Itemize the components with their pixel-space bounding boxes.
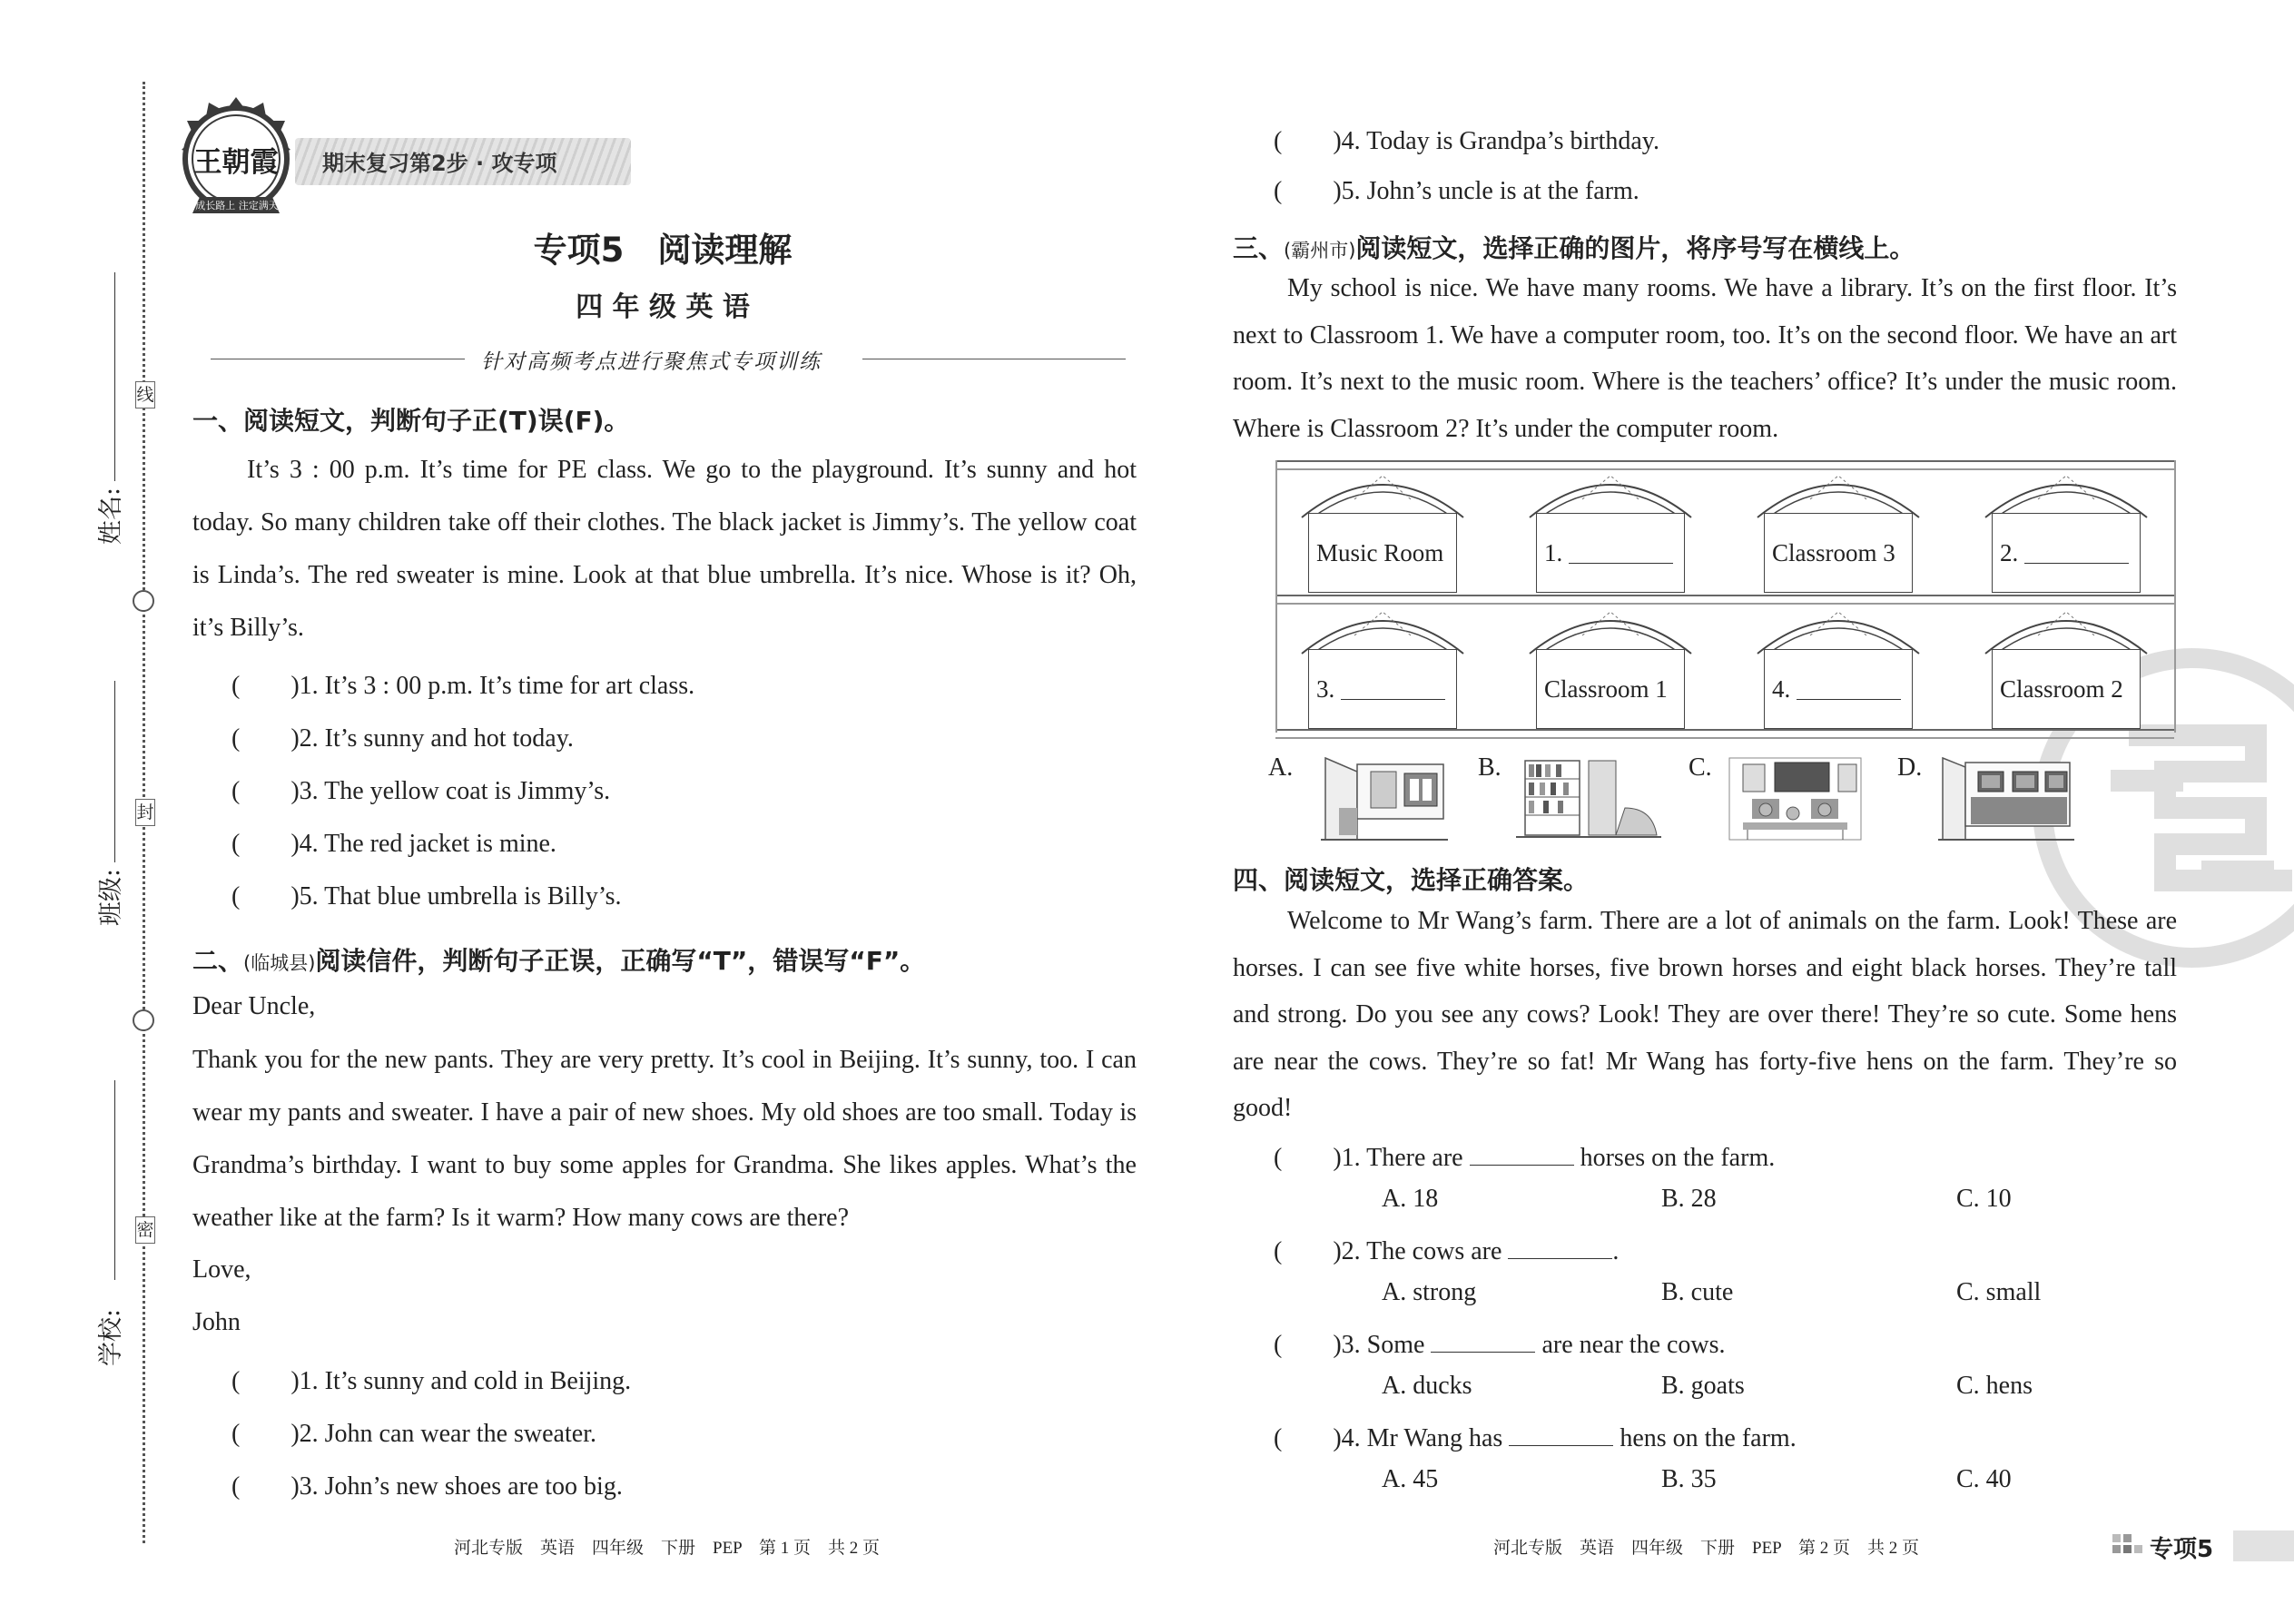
wall-left (1275, 460, 1277, 733)
answer-blank-3[interactable] (1341, 679, 1445, 700)
class-underline (114, 681, 115, 862)
footer-tab-bar (2233, 1530, 2294, 1561)
room-blank-3-label: 3. (1316, 674, 1335, 703)
brand-logo (180, 95, 293, 222)
s4-question-4 (1274, 1418, 1797, 1454)
s1-item-1: ( )1. It’s 3 : 00 p.m. It’s time for art class. (231, 672, 695, 700)
section2-source: (临城县) (243, 952, 316, 974)
tagline: 针对高频考点进行聚焦式专项训练 (481, 350, 822, 373)
s4-q3-stem: ( )3. Some (1274, 1331, 1425, 1359)
s1-item-3: ( )3. The yellow coat is Jimmy’s. (231, 777, 611, 805)
section1-passage: It’s 3 : 00 p.m. It’s time for PE class. We go to the playground. It’s sunny and hot today. So many children take off their clothes. The black jacket is Jimmy’s. The yellow coat is Linda’s. The red sweater is mine. Look at that blue umbrella. It’s nice. Whose is it? Oh, it’s Billy’s. (192, 456, 1137, 642)
s4-q4-stem-end: hens on the farm. (1620, 1424, 1797, 1452)
binding-hole-icon (133, 590, 154, 612)
s4-q1-stem-end: horses on the farm. (1580, 1144, 1776, 1172)
section2-heading-prefix: 二、 (192, 946, 244, 976)
section4-heading: 四、阅读短文，选择正确答案。 (1233, 865, 1590, 895)
s4-q3-blank[interactable] (1431, 1332, 1535, 1353)
answer-blank-4[interactable] (1797, 679, 1901, 700)
section3-passage: My school is nice. We have many rooms. We have a library. It’s on the first floor. It’s next to Classroom 1. We have a computer room, too. It’s on the second floor. We have an art room. It’s next to the music room. Where is the teachers’ office? It’s under the music room. Where is Classroom 2? It’s under the computer room. (1233, 274, 2177, 443)
s1-item-5: ( )5. That blue umbrella is Billy’s. (231, 882, 622, 910)
room-blank-2-label: 2. (2000, 538, 2019, 566)
wall-right (2174, 460, 2176, 733)
s4-q1-option-a[interactable]: A. 18 (1382, 1185, 1439, 1213)
s2-item-5: ( )5. John’s uncle is at the farm. (1274, 177, 1639, 205)
letter-greeting: Dear Uncle, (192, 992, 316, 1020)
s4-q1-stem: ( )1. There are (1274, 1144, 1463, 1172)
section4-passage: Welcome to Mr Wang’s farm. There are a lot of animals on the farm. Look! These are horses. I can see five white horses, five brown horses and eight black horses. They’re tall and strong. Do you see any cows? Look! They are over there! They’re so cute. Some hens are near the cows. They’re so fat! Mr Wang has forty-five hens on the farm. They’re so good! (1233, 907, 2177, 1122)
letter-body: Thank you for the new pants. They are very pretty. It’s cool in Beijing. It’s sunny, too. I can wear my pants and sweater. I have a pair of new shoes. My old shoes are too small. Today is Grandma’s birthday. I want to buy some apples for Grandma. She likes apples. What’s the weather like at the farm? Is it warm? How many cows are there? (192, 1046, 1137, 1232)
s4-question-3 (1274, 1324, 1726, 1361)
picture-label-d: D. (1897, 753, 1923, 782)
section3-heading (1233, 229, 1915, 265)
name-label: 姓名: (97, 487, 125, 545)
room-blank-2 (1992, 513, 2141, 593)
s4-q2-blank[interactable] (1508, 1238, 1612, 1259)
s4-q2-stem-end: . (1612, 1237, 1620, 1265)
room-classroom-3: Classroom 3 (1764, 513, 1913, 593)
s4-q3-stem-end: are near the cows. (1541, 1331, 1726, 1359)
footer-tab: 专项5 (2150, 1536, 2214, 1563)
s1-item-4: ( )4. The red jacket is mine. (231, 830, 556, 858)
footer-right: 河北专版 英语 四年级 下册 PEP 第 2 页 共 2 页 (1493, 1539, 1920, 1558)
s4-q2-option-b[interactable]: B. cute (1661, 1278, 1734, 1306)
s4-q3-option-a[interactable]: A. ducks (1382, 1372, 1472, 1400)
header-banner-text: 期末复习第2步 · 攻专项 (322, 151, 557, 176)
s1-item-2: ( )2. It’s sunny and hot today. (231, 724, 574, 753)
room-classroom-1: Classroom 1 (1536, 649, 1685, 729)
s4-q1-option-c[interactable]: C. 10 (1956, 1185, 2012, 1213)
footer-tab-squares-icon (2111, 1532, 2147, 1560)
room-classroom-2: Classroom 2 (1992, 649, 2141, 729)
picture-label-c: C. (1689, 753, 1712, 782)
page-subtitle: 四 年 级 英 语 (576, 291, 750, 323)
s4-q1-blank[interactable] (1470, 1145, 1574, 1166)
class-label: 班级: (97, 868, 125, 926)
s4-q4-option-a[interactable]: A. 45 (1382, 1465, 1439, 1493)
s4-q2-option-c[interactable]: C. small (1956, 1278, 2042, 1306)
s4-q4-blank[interactable] (1509, 1425, 1613, 1446)
s2-item-3: ( )3. John’s new shoes are too big. (231, 1472, 623, 1501)
s2-item-4: ( )4. Today is Grandpa’s birthday. (1274, 127, 1659, 155)
section2-heading (192, 941, 925, 978)
section3-source: (霸州市) (1284, 240, 1356, 261)
section2-heading-text: 阅读信件，判断句子正误，正确写“T”，错误写“F”。 (315, 946, 926, 976)
binding-hole-icon (133, 1009, 154, 1031)
picture-label-a: A. (1268, 753, 1294, 782)
answer-blank-1[interactable] (1569, 543, 1673, 564)
name-underline (114, 272, 115, 481)
s4-q1-option-b[interactable]: B. 28 (1661, 1185, 1717, 1213)
s4-q2-stem: ( )2. The cows are (1274, 1237, 1502, 1265)
logo-ribbon: 成长路上 注定满天 (195, 200, 279, 212)
binding-margin (0, 0, 182, 1624)
picture-label-b: B. (1478, 753, 1501, 782)
letter-closing: Love, (192, 1255, 251, 1284)
picture-d-computer-room[interactable] (1938, 753, 2074, 844)
page-title: 专项5 阅读理解 (533, 231, 793, 270)
answer-blank-2[interactable] (2024, 543, 2129, 564)
room-blank-3 (1308, 649, 1457, 729)
seal-char-feng: 封 (135, 799, 155, 826)
school-underline (114, 1080, 115, 1280)
room-blank-4 (1764, 649, 1913, 729)
seal-char-xian: 线 (135, 381, 155, 408)
s4-q3-option-c[interactable]: C. hens (1956, 1372, 2033, 1400)
s4-question-2 (1274, 1231, 1619, 1267)
s4-q2-option-a[interactable]: A. strong (1382, 1278, 1477, 1306)
letter-signature: John (192, 1308, 241, 1336)
room-blank-4-label: 4. (1772, 674, 1791, 703)
s2-item-2: ( )2. John can wear the sweater. (231, 1420, 596, 1448)
s4-question-1 (1274, 1137, 1775, 1174)
section3-heading-text: 阅读短文，选择正确的图片，将序号写在横线上。 (1355, 233, 1915, 263)
logo-text: 王朝霞 (193, 146, 279, 179)
room-blank-1 (1536, 513, 1685, 593)
seal-char-mi: 密 (135, 1216, 155, 1244)
section3-heading-prefix: 三、 (1233, 233, 1285, 263)
picture-c-classroom[interactable] (1725, 753, 1866, 844)
s4-q4-option-c[interactable]: C. 40 (1956, 1465, 2012, 1493)
room-music: Music Room (1308, 513, 1457, 593)
section1-heading: 一、阅读短文，判断句子正(T)误(F)。 (192, 406, 630, 436)
s4-q4-option-b[interactable]: B. 35 (1661, 1465, 1717, 1493)
picture-a-art-room[interactable] (1321, 753, 1448, 844)
s2-item-1: ( )1. It’s sunny and cold in Beijing. (231, 1367, 632, 1395)
s4-q3-option-b[interactable]: B. goats (1661, 1372, 1745, 1400)
picture-b-library[interactable] (1516, 753, 1661, 844)
footer-left: 河北专版 英语 四年级 下册 PEP 第 1 页 共 2 页 (454, 1539, 881, 1558)
s4-q4-stem: ( )4. Mr Wang has (1274, 1424, 1503, 1452)
ground-line (1275, 729, 2174, 739)
school-label: 学校: (97, 1308, 125, 1366)
room-blank-1-label: 1. (1544, 538, 1563, 566)
